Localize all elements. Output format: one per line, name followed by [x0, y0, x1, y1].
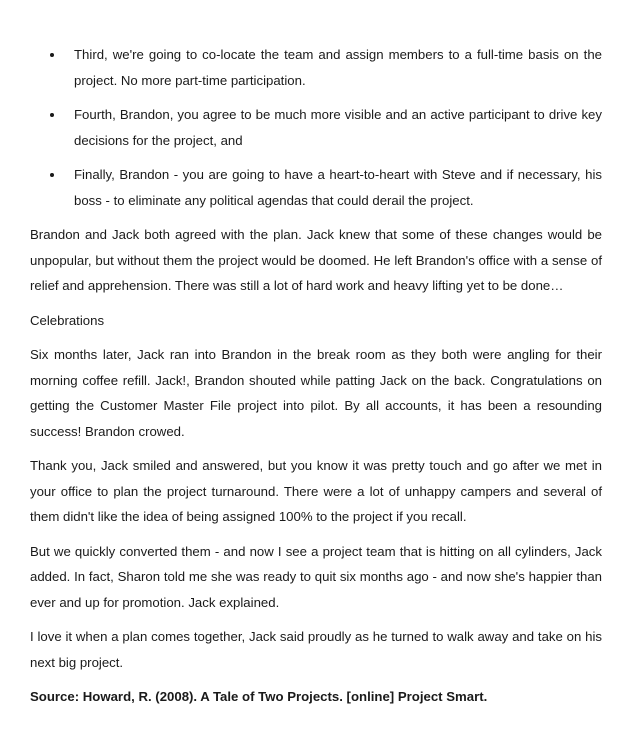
paragraph-plan-together: I love it when a plan comes together, Jack said proudly as he turned to walk away and take on his next big project. [30, 629, 602, 670]
paragraph-agreement: Brandon and Jack both agreed with the plan. Jack knew that some of these changes would be unpopular, but without them the project would be doomed. He left Brandon's office with a sense of relief and apprehension. There was still a lot of hard work and heavy lifting yet to be done… [30, 227, 602, 293]
list-item-text: Third, we're going to co-locate the team and assign members to a full-time basis on the project. No more part-time participation. [74, 47, 602, 88]
document-page [30, 42, 602, 719]
section-heading: Celebrations [30, 312, 105, 328]
paragraph-six-months: Six months later, Jack ran into Brandon in the break room as they both were angling for their morning coffee refill. Jack!, Brandon shouted while patting Jack on the back. Congratulations on getting the Customer Master File project into pilot. By all accounts, it has been a resounding success! Brandon crowed. [30, 347, 602, 439]
paragraph-thank-you: Thank you, Jack smiled and answered, but you know it was pretty touch and go after we met in your office to plan the project turnaround. There were a lot of unhappy campers and several of them didn't like the idea of being assigned 100% to the project if you recall. [30, 458, 602, 524]
action-list [30, 42, 602, 213]
paragraph-converted: But we quickly converted them - and now I see a project team that is hitting on all cylinders, Jack added. In fact, Sharon told me she was ready to quit six months ago - and now she's happier than ever and up for promotion. Jack explained. [30, 543, 602, 610]
list-item [30, 102, 602, 153]
list-item-text: Fourth, Brandon, you agree to be much more visible and an active participant to drive key decisions for the project, and [74, 107, 602, 148]
bullet-icon [50, 53, 54, 57]
list-item-text: Finally, Brandon - you are going to have a heart-to-heart with Steve and if necessary, his boss - to eliminate any political agendas that could derail the project. [74, 167, 602, 208]
source-citation: Source: Howard, R. (2008). A Tale of Two Projects. [online] Project Smart. [30, 689, 488, 704]
list-item [30, 162, 602, 213]
list-item [30, 42, 602, 93]
bullet-icon [50, 173, 54, 177]
bullet-icon [50, 113, 54, 117]
